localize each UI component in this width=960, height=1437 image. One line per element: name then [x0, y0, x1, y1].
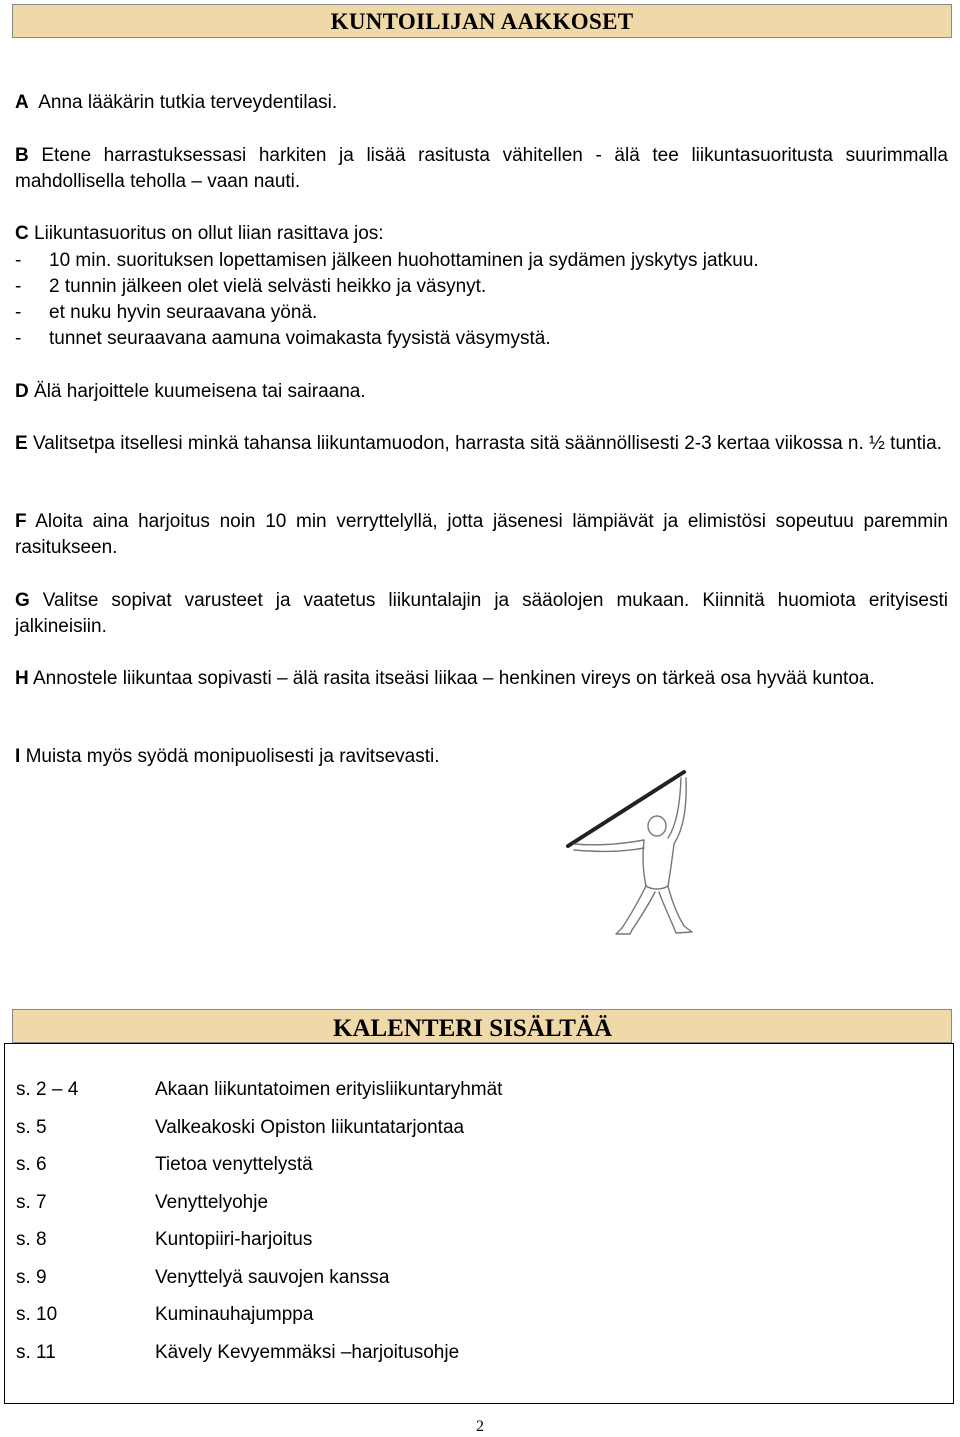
rule-letter: C [15, 223, 29, 244]
rule-letter: E [15, 433, 28, 454]
entry-title: Valkeakoski Opiston liikuntatarjontaa [155, 1117, 465, 1138]
entry-title: Kävely Kevyemmäksi –harjoitusohje [155, 1342, 460, 1363]
rule-letter: I [15, 746, 21, 767]
page-ref: s. 8 [16, 1229, 47, 1250]
rule-letter: H [15, 668, 29, 689]
rule-letter: D [15, 381, 29, 402]
rule-text: Liikuntasuoritus on ollut liian rasittava jos: [34, 223, 384, 244]
page-ref: s. 6 [16, 1154, 47, 1175]
rule-g [15, 588, 948, 640]
rule-text: Etene harrastuksessasi harkiten ja lisää rasitusta vähitellen - älä tee liikuntasuoritusta suurimmalla mahdollisella teholla – vaan nauti. [15, 145, 948, 192]
page-ref: s. 5 [16, 1117, 47, 1138]
rule-text: Aloita aina harjoitus noin 10 min verryttelyllä, jotta jäsenesi lämpiävät ja elimistösi sopeutuu paremmin rasitukseen. [15, 511, 948, 558]
list-item-text: 10 min. suorituksen lopettamisen jälkeen huohottaminen ja sydämen jyskytys jatkuu. [49, 250, 759, 271]
rule-text: Valitse sopivat varusteet ja vaatetus liikuntalajin ja sääolojen mukaan. Kiinnitä huomiota erityisesti jalkineisiin. [15, 590, 949, 637]
list-item-text: tunnet seuraavana aamuna voimakasta fyysistä väsymystä. [49, 328, 551, 349]
rule-a [15, 90, 948, 116]
entry-title: Kuminauhajumppa [155, 1304, 314, 1325]
page-ref: s. 2 – 4 [16, 1079, 79, 1100]
c-list-item [15, 274, 948, 300]
entry-title: Tietoa venyttelystä [155, 1154, 313, 1175]
entry-title: Venyttelyohje [155, 1192, 269, 1213]
rule-text: Muista myös syödä monipuolisesti ja ravitsevasti. [25, 746, 440, 767]
page-ref: s. 11 [16, 1342, 56, 1363]
rule-c [15, 221, 948, 247]
calendar-list [4, 1043, 954, 1404]
rule-text: Anna lääkärin tutkia terveydentilasi. [38, 92, 338, 113]
list-item-text: et nuku hyvin seuraavana yönä. [49, 302, 318, 323]
rule-text: Annostele liikuntaa sopivasti – älä rasita itseäsi liikaa – henkinen vireys on tärkeä osa hyvää kuntoa. [32, 668, 875, 689]
entry-title: Venyttelyä sauvojen kanssa [155, 1267, 390, 1288]
entry-title: Akaan liikuntatoimen erityisliikuntaryhmät [155, 1079, 503, 1100]
rule-text: Valitsetpa itsellesi minkä tahansa liikuntamuodon, harrasta sitä säännöllisesti 2-3 kertaa viikossa n. ½ tuntia. [32, 433, 942, 454]
rule-letter: B [15, 145, 29, 166]
list-item-text: 2 tunnin jälkeen olet vielä selvästi heikko ja väsynyt. [49, 276, 487, 297]
page-title: KUNTOILIJAN AAKKOSET [330, 9, 634, 34]
c-list-item [15, 326, 948, 352]
c-list-item [15, 248, 948, 274]
list-dash: - [15, 276, 22, 297]
list-dash: - [15, 328, 22, 349]
rule-e [15, 431, 948, 457]
page-ref: s. 9 [16, 1267, 47, 1288]
stretching-person-icon [560, 768, 695, 938]
rule-f [15, 509, 948, 561]
c-list-item [15, 300, 948, 326]
list-dash: - [15, 250, 22, 271]
list-dash: - [15, 302, 22, 323]
rule-letter: F [15, 511, 27, 532]
entry-title: Kuntopiiri-harjoitus [155, 1229, 313, 1250]
rule-b [15, 143, 948, 195]
page-ref: s. 10 [16, 1304, 58, 1325]
page-ref: s. 7 [16, 1192, 47, 1213]
calendar-title: KALENTERI SISÄLTÄÄ [333, 1015, 613, 1042]
rule-letter: A [15, 92, 29, 113]
rule-letter: G [15, 590, 30, 611]
rule-d [15, 379, 948, 405]
rule-text: Älä harjoittele kuumeisena tai sairaana. [34, 381, 366, 402]
rule-i [15, 744, 948, 770]
calendar-banner [12, 1009, 952, 1043]
rule-h [15, 666, 948, 692]
page-number: 2 [476, 1418, 484, 1435]
header-banner [12, 4, 952, 38]
